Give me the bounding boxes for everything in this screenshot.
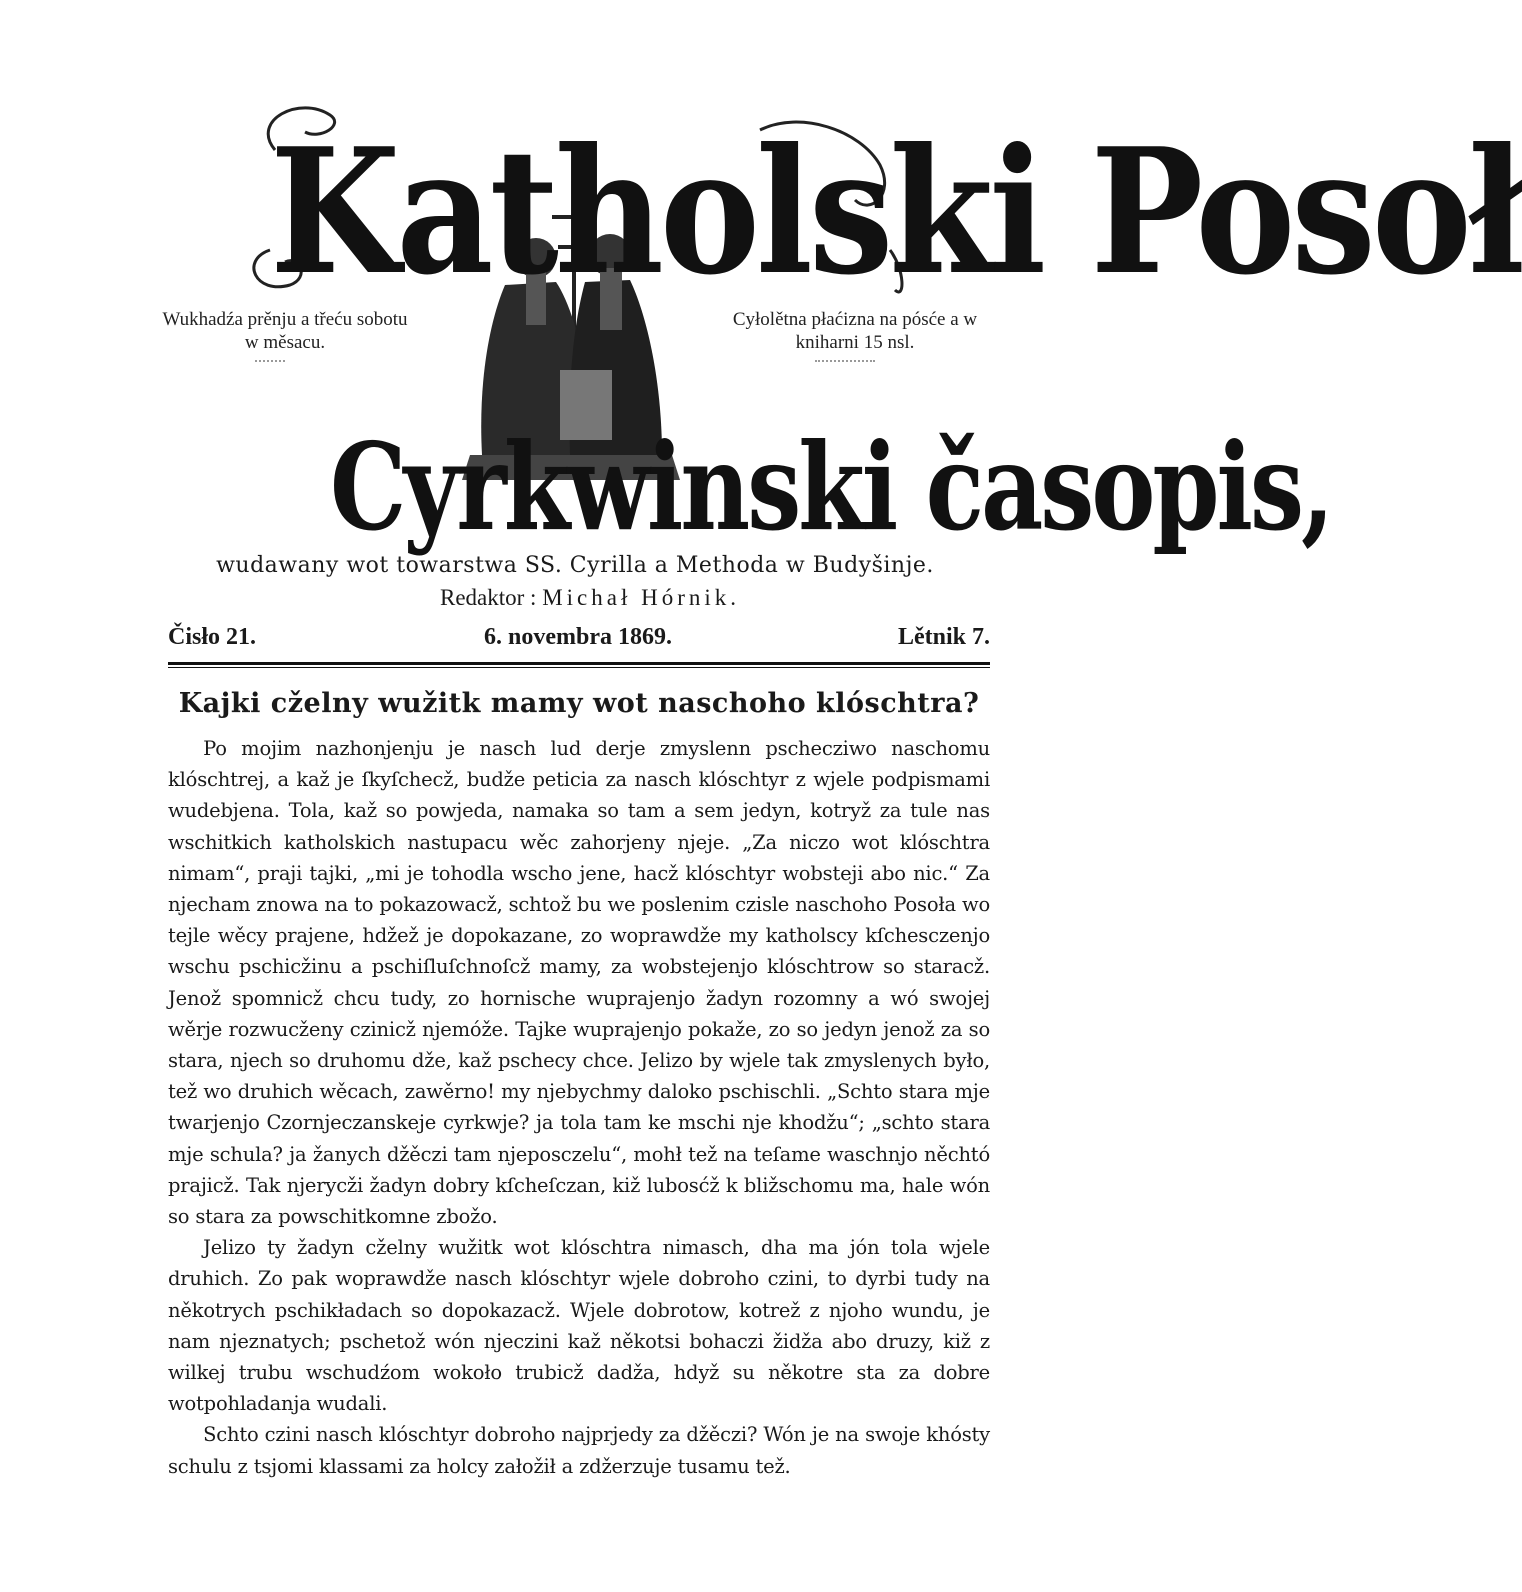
article-body: [168, 733, 990, 1482]
issue-line: [168, 624, 990, 658]
divider: [815, 360, 875, 362]
publication-frequency: Wukhadźa prěnju a třeću sobotu w měsacu.: [162, 309, 408, 353]
issue-number: Čisło 21.: [168, 624, 257, 650]
issue-date: 6. novembra 1869.: [484, 624, 672, 650]
header-rule: [168, 662, 990, 665]
masthead-title: Katholski Posoł: [270, 111, 1522, 314]
editor-line: [380, 585, 800, 611]
article-paragraph: Po mojim nazhonjenju je nasch lud derje zmyslenn pschecziwo naschomu klóschtrej, a kaž je ſkyſchecž, budže peticia za nasch klóschtyr z wjele podpismami wudebjena. Tola, kaž so powjeda, namaka so tam a sem jedyn, kotryž za tule nas wschitkich katholskich nastupacu wěc zahorjeny njeje. „Za niczo wot klóschtra nimam“, praji tajki, „mi je tohodla wscho jene, hacž klóschtyr wobsteji abo nic.“ Za njecham znowa na to pokazowacž, schtož bu we poslenim czisle naschoho Posoła wo tejle wěcy prajene, hdžež je dopokazane, zo woprawdže my katholscy kſchesczenjo wschu pschicžinu a pschiſluſchnoſcž mamy, za wobstejenjo klóschtrow so staracž. Jenož spomnicž chcu tudy, zo hornische wuprajenjo žadyn rozomny a wó swojej wěrje rozwucženy czinicž njemóže. Tajke wuprajenjo pokaže, zo so jedyn jenož za so stara, njech so druhomu dže, kaž pschecy chce. Jelizo by wjele tak zmyslenych było, tež wo druhich wěcach, zawěrno! my njebychmy daloko pschischli. „Schto stara mje twarjenjo Czornjeczanskeje cyrkwje? ja tola tam ke mschi nje khodžu“; „schto stara mje schula? ja žanych džěczi tam njeposczelu“, mohł tež na teſame waschnjo něchtó prajicž. Tak njerycži žadyn dobry kſcheſczan, kiž lubosćž k bližschomu ma, hale wón so stara za powschitkomne zbožo.: [168, 737, 990, 1229]
article-paragraph: Jelizo ty žadyn cželny wužitk wot klóschtra nimasch, dha ma jón tola wjele druhich. Zo pak woprawdže nasch klóschtyr wjele dobroho czini, to dyrbi tudy na někotrych pschikładach so dopokazacž. Wjele dobrotow, kotrež z njoho wundu, je nam njeznatych; pschetož wón njeczini kaž někotsi bohaczi židža abo druzy, kiž z wilkej trubu wschudźom wokoło trubicž dadža, hdyž su někotre sta za dobre wotpohladanja wudali.: [168, 1236, 990, 1416]
masthead-subtitle: Cyrkwinski časopis,: [330, 416, 1332, 558]
issue-volume: Lětnik 7.: [897, 624, 990, 650]
divider: [255, 360, 285, 362]
editor-name: Michał Hórnik.: [542, 585, 740, 610]
editor-label: Redaktor :: [439, 585, 537, 610]
article-paragraph: Schto czini nasch klóschtyr dobroho najprjedy za džěczi? Wón je na swoje khósty schulu z tsjomi klassami za holcy załožił a zdžerzuje tusamu tež.: [168, 1423, 990, 1478]
article-title: Kajki cželny wužitk mamy wot naschoho klóschtra?: [178, 688, 980, 719]
subscription-price: Cyłolětna płaćizna na pósće a w kniharni 15 nsl.: [732, 309, 978, 353]
header-rule: [168, 667, 990, 668]
publisher-line: wudawany wot towarstwa SS. Cyrilla a Methoda w Budyšinje.: [216, 553, 934, 578]
masthead: [0, 0, 1522, 558]
